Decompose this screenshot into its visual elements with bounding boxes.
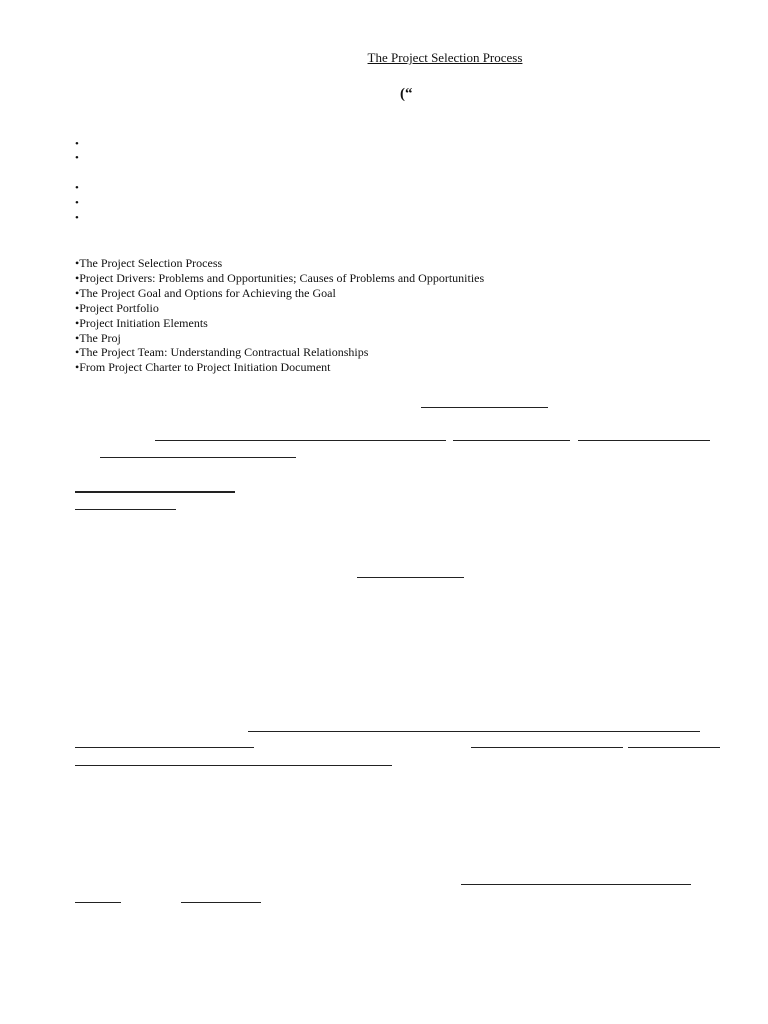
contents-item: •The Project Goal and Options for Achieving the Goal [75,285,336,300]
underline-rule [628,747,720,748]
underline-rule [75,509,176,510]
empty-bullet: • [75,212,79,224]
quote-fragment: (“ [400,86,413,102]
contents-item: •Project Portfolio [75,300,159,315]
contents-item: •The Project Selection Process [75,256,223,270]
underline-rule [75,747,254,748]
underline-rule [100,457,296,458]
underline-rule [75,765,392,766]
underline-rule [75,902,121,903]
contents-item: •From Project Charter to Project Initiation Document [75,360,331,375]
document-title: The Project Selection Process [367,50,523,65]
underline-rule [248,731,700,732]
empty-bullet: • [75,182,79,194]
underline-rule [181,902,261,903]
underline-rule [357,577,464,578]
contents-item: •Project Initiation Elements [75,315,208,330]
empty-bullet: • [75,152,79,164]
underline-rule [471,747,623,748]
contents-list [75,256,484,375]
underline-rule [155,440,446,441]
contents-item: •Project Drivers: Problems and Opportunities; Causes of Problems and Opportunities [75,270,485,285]
heading-underline [75,491,235,493]
contents-item: •The Project Team: Understanding Contractual Relationships [75,345,369,360]
contents-item: •The Proj [75,330,121,345]
underline-rule [421,407,548,408]
empty-bullet: • [75,138,79,150]
empty-bullet: • [75,197,79,209]
underline-rule [461,884,691,885]
underline-rule [453,440,570,441]
underline-rule [578,440,710,441]
